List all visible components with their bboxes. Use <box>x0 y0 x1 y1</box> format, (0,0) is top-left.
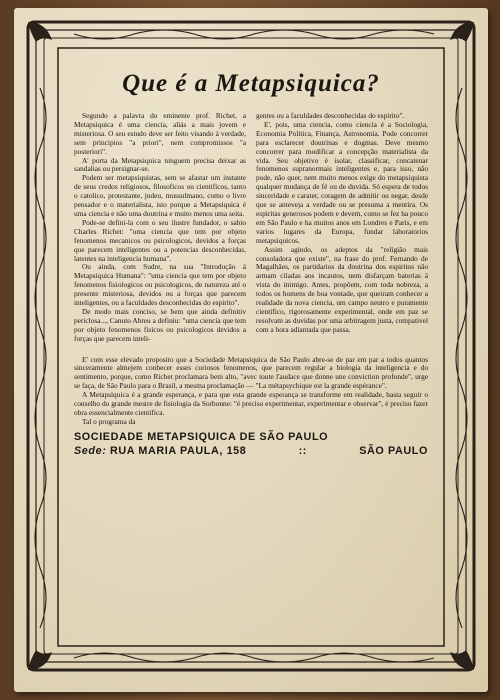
society-name: SOCIEDADE METAPSIQUICA DE SÃO PAULO <box>74 430 329 443</box>
closing-text <box>74 356 428 427</box>
paragraph: De modo mais conciso, se bem que ainda definitiv periclosa..., Canuto Abreu a definiu: "uma ciencia que tem por objeto fenomenos fisicos ou psicologicos devidos a forças que parecem inteli- <box>74 306 246 343</box>
left-column <box>74 112 246 344</box>
right-column <box>256 112 428 344</box>
paragraph: A' porta da Metapsiquica ninguem precisa deixar as sandalias ou persignar-se. <box>74 155 246 174</box>
city: SÃO PAULO <box>359 444 428 457</box>
paragraph: Tal o programa da <box>82 416 136 426</box>
paragraph: E', pois, uma ciencia, como ciencia é a Sociologia, Economia Politica, Finança, Astronomia. Pode concorrer para esclarecer doutrinas e dogmas. Deve mesmo concorrer para modificar a concepção materialista da vida. Seu objetivo é isolar, classificar, concatenar fenomenos supranormais inteligentes e, para isso, não pode, não quer, nem muito menos exige do metapsiquista qualquer mudança de fé ou de duvida. Só espera de todos sinceridade e carater, coragem de admitir ou negar, desde que se anteveja a verdade ou se presuma a mentira. Os espiritas generosos podem e devem, como se fez ha pouco em São Paulo e ha muitos anos em Londres e Paris, e em varios lugares da Europa, fundar laboratorios metapsiquicos. <box>256 119 428 245</box>
paragraph: Pode-se defini-la com o seu ilustre fundador, o sabio Charles Richet: "uma ciencia que tem por objeto fenomenos mecanicos ou psicologicos, devidos a forças que parecem inteligentes ou a potencias desconhecidas, latentes na inteligencia humana". <box>74 217 246 263</box>
paragraph: Podem ser metapsiquistas, sem se afastar um instante de seus credos religiosos, filosoficos ou cientificos, tanto o catolico, protestante, judeu, mussulmano, como o livre pensador e o materialista, isto porque a Metapsiquica é uma ciencia e não uma doutrina e muito menos uma seita. <box>74 173 246 218</box>
page-title: Que é a Metapsiquica? <box>122 70 380 97</box>
paragraph: Segundo a palavra do eminente prof. Richet, a Metapsiquica é uma ciencia, aliás a mais jovem e misteriosa. O seu estudo deve ser feito visando á verdade, sem principios "a priori", nem compromissos "a posteriori". <box>74 111 246 156</box>
book-back-cover <box>14 8 488 692</box>
paragraph: Assim agindo, os adeptos da "religião mais consoladora que existe", na frase do prof. Fernando de Magalhães, os partidarios da doutrina dos espiritos não armam ciladas aos incautos, nem disfarçam baterias á vista do inimigo. Antes, propõem, com toda nobreza, a todos os homens de boa vontade, que queiram conhecer a realidade da nova ciencia, um campo neutro e puramente cientifico, rigorosamente experimental, onde em paz se resolvam as duvidas por uma arbitragem justa, compativel com a hora adiantada que passa. <box>256 244 428 334</box>
sede-label: Sede: <box>74 444 107 457</box>
society-address <box>74 445 428 457</box>
separator: :: <box>298 444 307 457</box>
society-block <box>74 431 428 457</box>
main-text-area <box>74 50 428 457</box>
paragraph: gentes ou a faculdades desconhecidas do espirito". <box>256 111 405 120</box>
paragraph: E' com esse elevado proposito que a Sociedade Metapsiquica de São Paulo abre-se de par em par a todos quantos sinceramente almejem conhecer esses curiosos fenomenos, que parecem regular a biologia da inteligencia e do sentimento, porque, como Richet proclamara bem alto, "avec toute l'audace que donne une conviction profonde", urge se faça, de São Paulo para o Brasil, a mesma proclamação — "La métapsychique est la grande espérance". <box>74 354 428 391</box>
street-address: RUA MARIA PAULA, 158 <box>110 444 247 457</box>
paragraph: A Metapsiquica é a grande esperança, e para que esta grande esperança se transforme em realidade, basta seguir o conselho do grande mestre de fisiologia da Sorbonne: "é preciso experimentar, experimentar e observar", é preciso fazer obra essencialmente cientifica. <box>74 390 428 417</box>
paragraph: Ou ainda, com Sudre, na sua "Introdução á Metapsiquica Humana": "uma ciencia que tem por objeto fenomenos fisiologicos ou psicologicos, de natureza até o presente misteriosa, devidos ou a forças que parecem inteligentes, ou a faculdades desconhecidas do espirito". <box>74 262 246 308</box>
two-column-text <box>74 112 428 344</box>
